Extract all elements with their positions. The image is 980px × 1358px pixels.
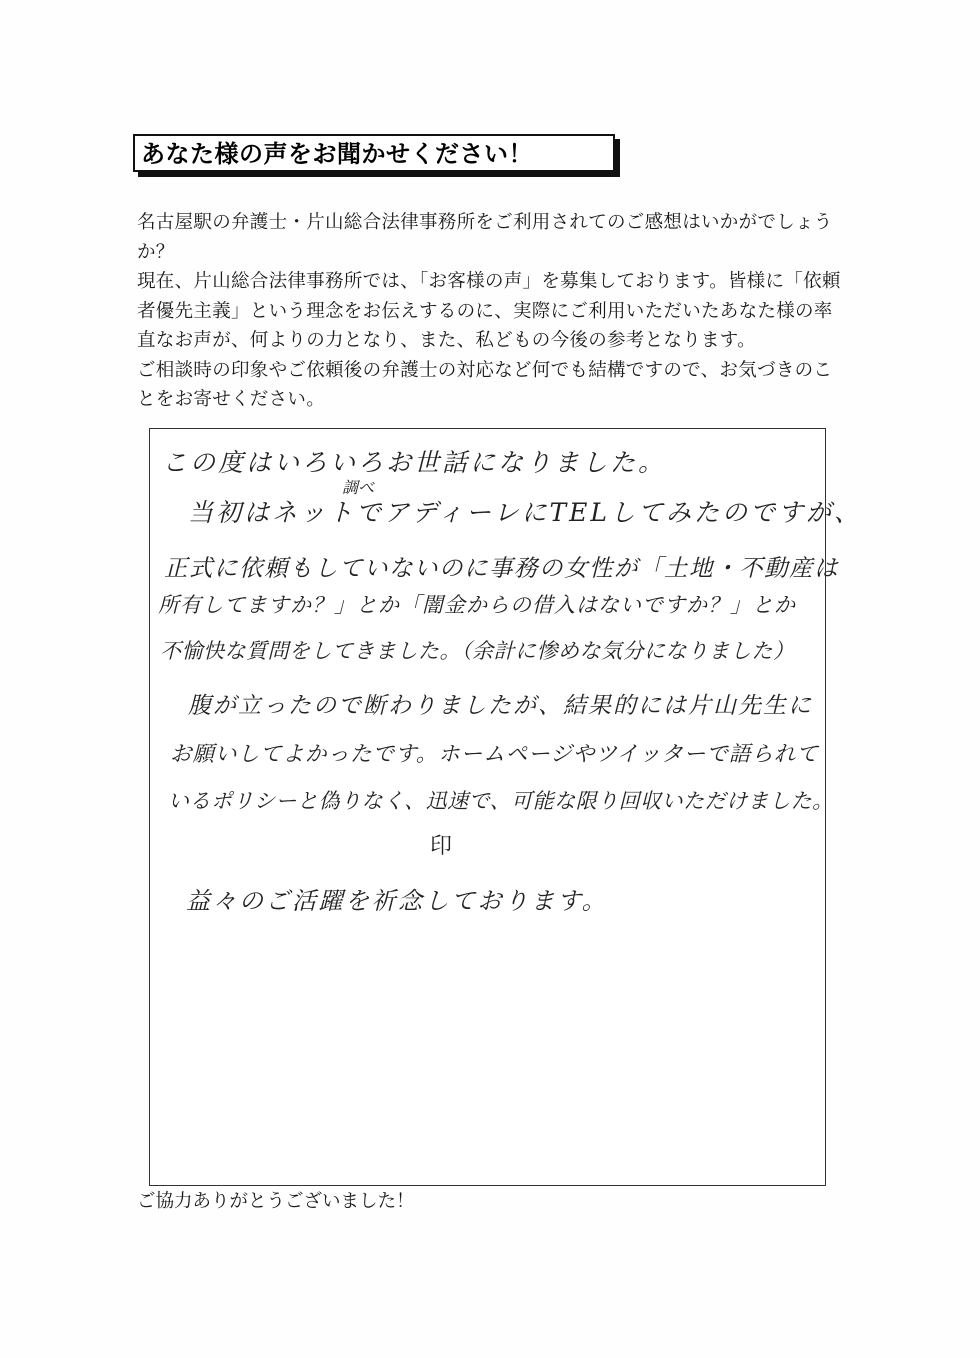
closing-message: ご協力ありがとうございました！ (137, 1191, 415, 1212)
handwritten-line-8: いるポリシーと偽りなく、迅速で、可能な限り回収いただけました。 (168, 789, 834, 813)
title-box (133, 134, 615, 172)
handwritten-line-7: お願いしてよかったです。ホームページやツイッターで語られて (170, 742, 819, 767)
intro-paragraph-2: 現在、片山総合法律事務所では、「お客様の声」を募集しております。皆様に「依頼者優先主義」という理念をお伝えするのに、実際にご利用いただいたあなた様の率直なお声が、何よりの力となり、また、私どもの今後の参考となります。 (137, 271, 841, 351)
handwritten-stamp-mark: 印 (430, 834, 453, 859)
handwritten-line-9: 益々のご活躍を祈念しております。 (186, 887, 609, 915)
handwritten-line-6: 腹が立ったので断わりましたが、結果的には片山先生に (188, 693, 813, 719)
intro-text (137, 208, 842, 415)
handwritten-line-1: この度はいろいろお世話になりました。 (162, 448, 667, 477)
handwritten-line-3: 正式に依頼もしていないのに事務の女性が「土地・不動産は (164, 554, 839, 582)
page-title: あなた様の声をお聞かせください！ (141, 140, 533, 168)
intro-paragraph-1: 名古屋駅の弁護士・片山総合法律事務所をご利用されてのご感想はいかがでしょうか？ (137, 212, 833, 263)
handwritten-line-4: 所有してますか？」とか「闇金からの借入はないですか？」とか (158, 593, 796, 617)
handwritten-insert-note: 調べ (342, 478, 375, 497)
handwritten-line-5: 不愉快な質問をしてきました。（余計に惨めな気分になりました） (160, 639, 795, 663)
handwritten-answer-box (149, 428, 863, 1186)
handwritten-line-2: 当初はネットでアディーレにTELしてみたのですが、 (188, 498, 863, 527)
intro-paragraph-3: ご相談時の印象やご依頼後の弁護士の対応など何でも結構ですので、お気づきのことをお寄せください。 (137, 359, 833, 410)
